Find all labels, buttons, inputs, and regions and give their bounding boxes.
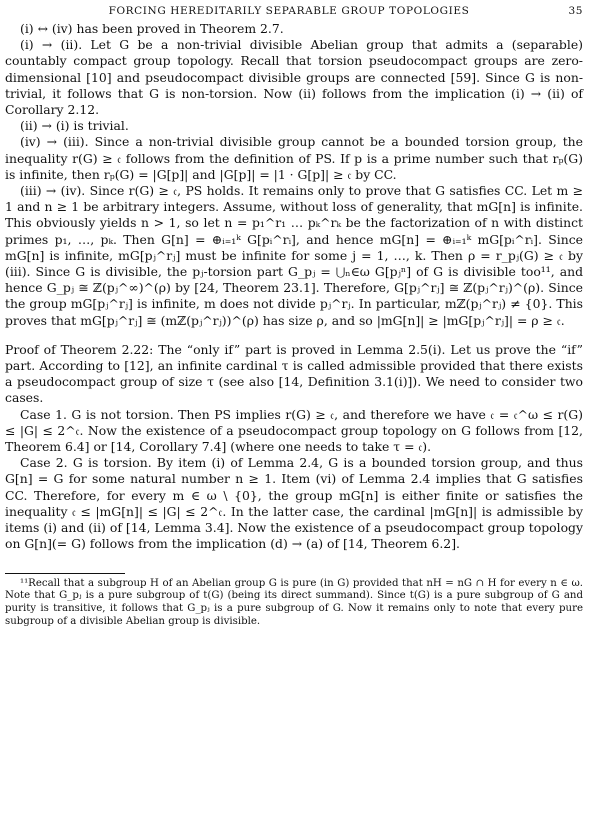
paragraph-3: (ii) → (i) is trivial. <box>20 118 129 134</box>
paragraph-1: (i) ↔ (iv) has been proved in Theorem 2.7. <box>20 21 284 36</box>
footnote-11: ¹¹Recall that a subgroup H of an Abelian group G is pure (in G) provided that nH = nG ∩ H for every n ∈ ω. Note that G_pⱼ is a pure subgroup of t(G) (being its direct summand). Since t(G) is a pure subgroup of G and purity is transitive, it follows that G_pⱼ is a pure subgroup of G. Now it remains only to note that every pure subgroup of a divisible Abelian group is divisible. <box>5 577 583 627</box>
page-number: 35 <box>568 5 583 17</box>
paragraph-2: (i) → (ii). Let G be a non-trivial divisible Abelian group that admits a (separable) countably compact group topology. Recall that torsion pseudocompact groups are zero-dimensional [10] and pseudocompact divisible groups are connected [59]. Since G is non-trivial, it follows that G is non-torsion. Now (ii) follows from the implication (i) → (ii) of Corollary 2.12. <box>5 37 583 118</box>
footnote-rule <box>5 573 125 574</box>
proof-theorem-2-22: Proof of Theorem 2.22: The “only if” part is proved in Lemma 2.5(i). Let us prove the “if” part. According to [12], an infinite cardinal τ is called admissible provided that there exists a pseudocompact group of size τ (see also [14, Definition 3.1(i)]). We need to consider two cases. <box>5 341 583 406</box>
case-2-paragraph: Case 2. G is torsion. By item (i) of Lemma 2.4, G is a bounded torsion group, and thus G[n] = G for some natural number n ≥ 1. Item (vi) of Lemma 2.4 implies that G satisfies CC. Therefore, for every m ∈ ω \ {0}, the group mG[n] is either finite or satisfies the inequality 𝔠 ≤ |mG[n]| ≤ |G| ≤ 2^𝔠. In the latter case, the cardinal |mG[n]| is admissible by items (i) and (ii) of [14, Lemma 3.4]. Now the existence of a pseudocompact group topology on G[n](= G) follows from the implication (d) → (a) of [14, Theorem 6.2]. <box>5 455 583 552</box>
case-1-paragraph: Case 1. G is not torsion. Then PS implies r(G) ≥ 𝔠, and therefore we have 𝔠 = 𝔠^ω ≤ r(G) ≤ |G| ≤ 2^𝔠. Now the existence of a pseudocompact group topology on G follows from [12, Theorem 6.4] or [14, Corollary 7.4] (where one needs to take τ = 𝔠). <box>5 406 583 455</box>
running-title: FORCING HEREDITARILY SEPARABLE GROUP TOPOLOGIES <box>108 5 470 17</box>
paragraph-4: (iv) → (iii). Since a non-trivial divisible group cannot be a bounded torsion group, the inequality r(G) ≥ 𝔠 follows from the definition of PS. If p is a prime number such that rₚ(G) is infinite, then rₚ(G) = |G[p]| and |G[p]| = |1 · G[p]| ≥ 𝔠 by CC. <box>5 134 583 182</box>
running-header <box>5 3 583 21</box>
paragraph-5: (iii) → (iv). Since r(G) ≥ 𝔠, PS holds. It remains only to prove that G satisfies CC. Let m ≥ 1 and n ≥ 1 be arbitrary integers. Assume, without loss of generality, that mG[n] is infinite. This obviously yields n > 1, so let n = p₁^r₁ … pₖ^rₖ be the factorization of n with distinct primes p₁, …, pₖ. Then G[n] = ⊕ᵢ₌₁ᵏ G[pᵢ^rᵢ], and hence mG[n] = ⊕ᵢ₌₁ᵏ mG[pᵢ^rᵢ]. Since mG[n] is infinite, mG[pⱼ^rⱼ] must be infinite for some j = 1, …, k. Then ρ = r_pⱼ(G) ≥ 𝔠 by (iii). Since G is divisible, the pⱼ-torsion part G_pⱼ = ⋃ₙ∈ω G[pⱼⁿ] of G is divisible too¹¹, and hence G_pⱼ ≅ ℤ(pⱼ^∞)^(ρ) by [24, Theorem 23.1]. Therefore, G[pⱼ^rⱼ] ≅ ℤ(pⱼ^rⱼ)^(ρ). Since the group mG[pⱼ^rⱼ] is infinite, m does not divide pⱼ^rⱼ. In particular, mℤ(pⱼ^rⱼ) ≠ {0}. This proves that mG[pⱼ^rⱼ] ≅ (mℤ(pⱼ^rⱼ))^(ρ) has size ρ, and so |mG[n]| ≥ |mG[pⱼ^rⱼ]| = ρ ≥ 𝔠. <box>5 183 583 328</box>
